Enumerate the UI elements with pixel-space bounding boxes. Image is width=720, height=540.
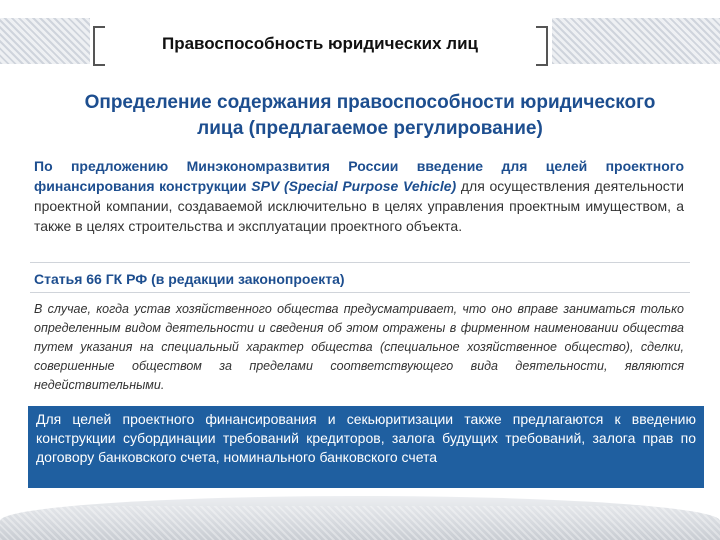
- divider-top: [30, 262, 690, 263]
- intro-rest: для осуществления деятельности проектной компании, создаваемой исключительно в целях управления проектным имуществом, а также в целях строительства и эксплуатации проектного объекта.: [34, 178, 684, 234]
- article-quote: В случае, когда устав хозяйственного общества предусматривает, что оно вправе заниматься только определенным видом деятельности и сведения об этом отражены в фирменном наименовании общества путем указания на специальный характер общества (специальное хозяйственное общество), сделки, совершенные обществом за пределами соответствующего вида деятельности, являются недействительными.: [34, 302, 684, 392]
- subtitle-line-2: лица (предлагаемое регулирование): [197, 118, 543, 139]
- divider-article: [30, 292, 690, 293]
- header-decoration-right: [552, 18, 720, 64]
- slide-title: Правоспособность юридических лиц: [161, 34, 479, 53]
- section-subtitle: [40, 90, 700, 142]
- subtitle-line-1: Определение содержания правоспособности юридического: [84, 92, 656, 113]
- intro-lead-text: По предложению Минэкономразвития России введение для целей проектного финансирования конструкции: [34, 158, 684, 194]
- highlight-box: [28, 406, 704, 488]
- header-decoration-left: [0, 18, 90, 64]
- footer-decoration: [0, 496, 720, 540]
- article-heading: Статья 66 ГК РФ (в редакции законопроекта): [34, 271, 345, 287]
- intro-paragraph: [34, 156, 684, 236]
- highlight-text: Для целей проектного финансирования и секьюритизации также предлагаются к введению конструкции субординации требований кредиторов, залога будущих требований, залога прав по договору банковского счета, номинального банковского счета: [36, 411, 696, 465]
- spv-term: SPV (Special Purpose Vehicle): [251, 178, 457, 194]
